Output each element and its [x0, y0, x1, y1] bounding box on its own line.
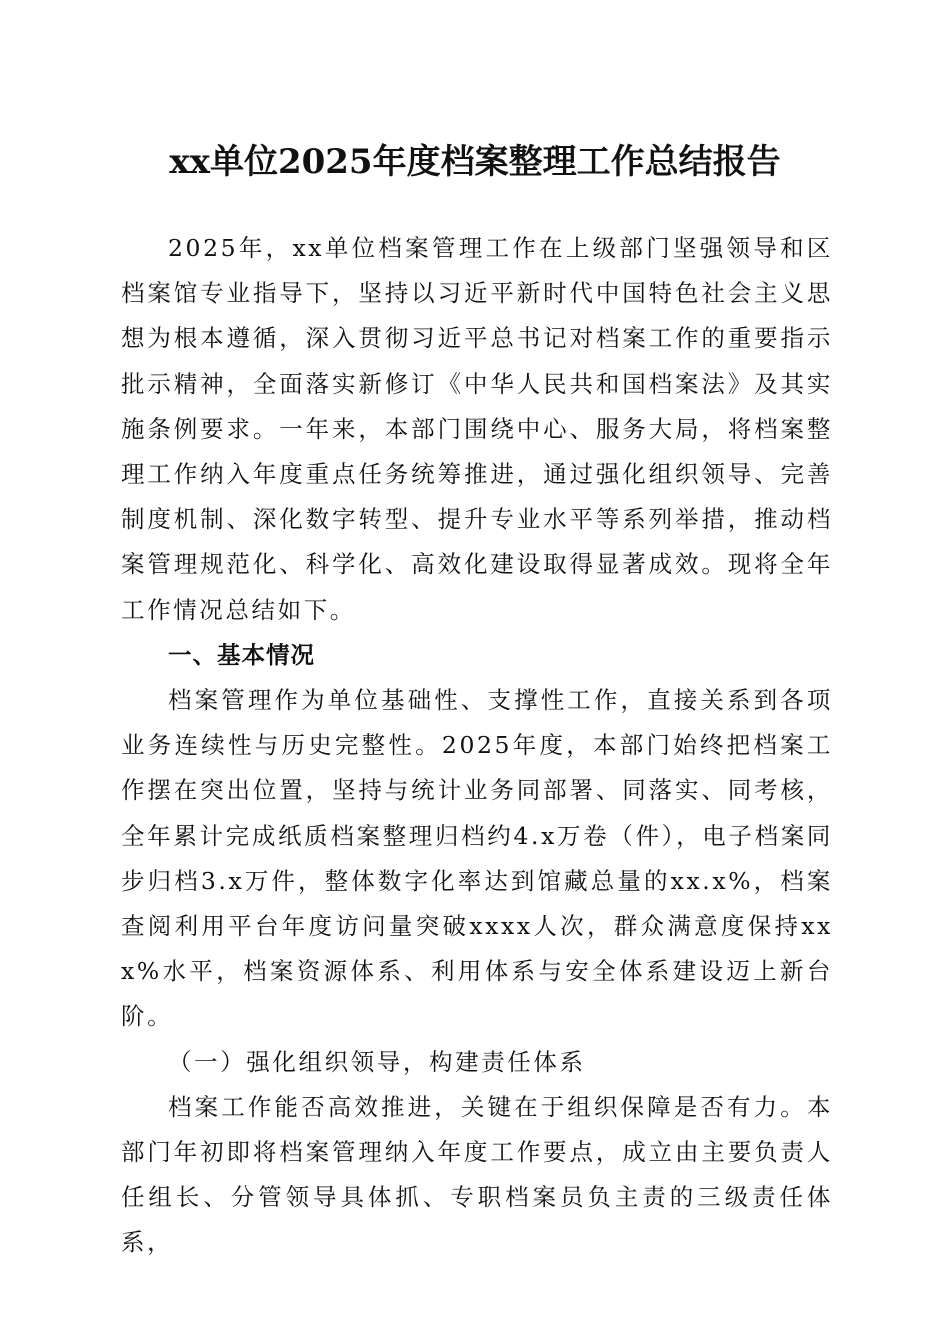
organization-paragraph: 档案工作能否高效推进，关键在于组织保障是否有力。本部门年初即将档案管理纳入年度工作要点，成立由主要负责人任组长、分管领导具体抓、专职档案员负主责的三级责任体系， [121, 1092, 833, 1257]
intro-paragraph: 2025年，xx单位档案管理工作在上级部门坚强领导和区档案馆专业指导下，坚持以习近平新时代中国特色社会主义思想为根本遵循，深入贯彻习近平总书记对档案工作的重要指示批示精神，全面落实新修订《中华人民共和国档案法》及其实施条例要求。一年来，本部门围绕中心、服务大局，将档案整理工作纳入年度重点任务统筹推进，通过强化组织领导、完善制度机制、深化数字转型、提升专业水平等系列举措，推动档案管理规范化、科学化、高效化建设取得显著成效。现将全年工作情况总结如下。 [121, 234, 833, 624]
subsection-heading-organization: （一）强化组织领导，构建责任体系 [168, 1047, 586, 1076]
basic-situation-paragraph: 档案管理作为单位基础性、支撑性工作，直接关系到各项业务连续性与历史完整性。2025年度，本部门始终把档案工作摆在突出位置，坚持与统计业务同部署、同落实、同考核，全年累计完成纸质档案整理归档约4.x万卷（件），电子档案同步归档3.x万件，整体数字化率达到馆藏总量的xx.x%，档案查阅利用平台年度访问量突破xxxx人次，群众满意度保持xxx%水平，档案资源体系、利用体系与安全体系建设迈上新台阶。 [121, 686, 833, 1031]
section-heading-basic-situation: 一、基本情况 [168, 640, 315, 669]
document-title: xx单位2025年度档案整理工作总结报告 [169, 142, 781, 182]
document-body [121, 226, 833, 1266]
